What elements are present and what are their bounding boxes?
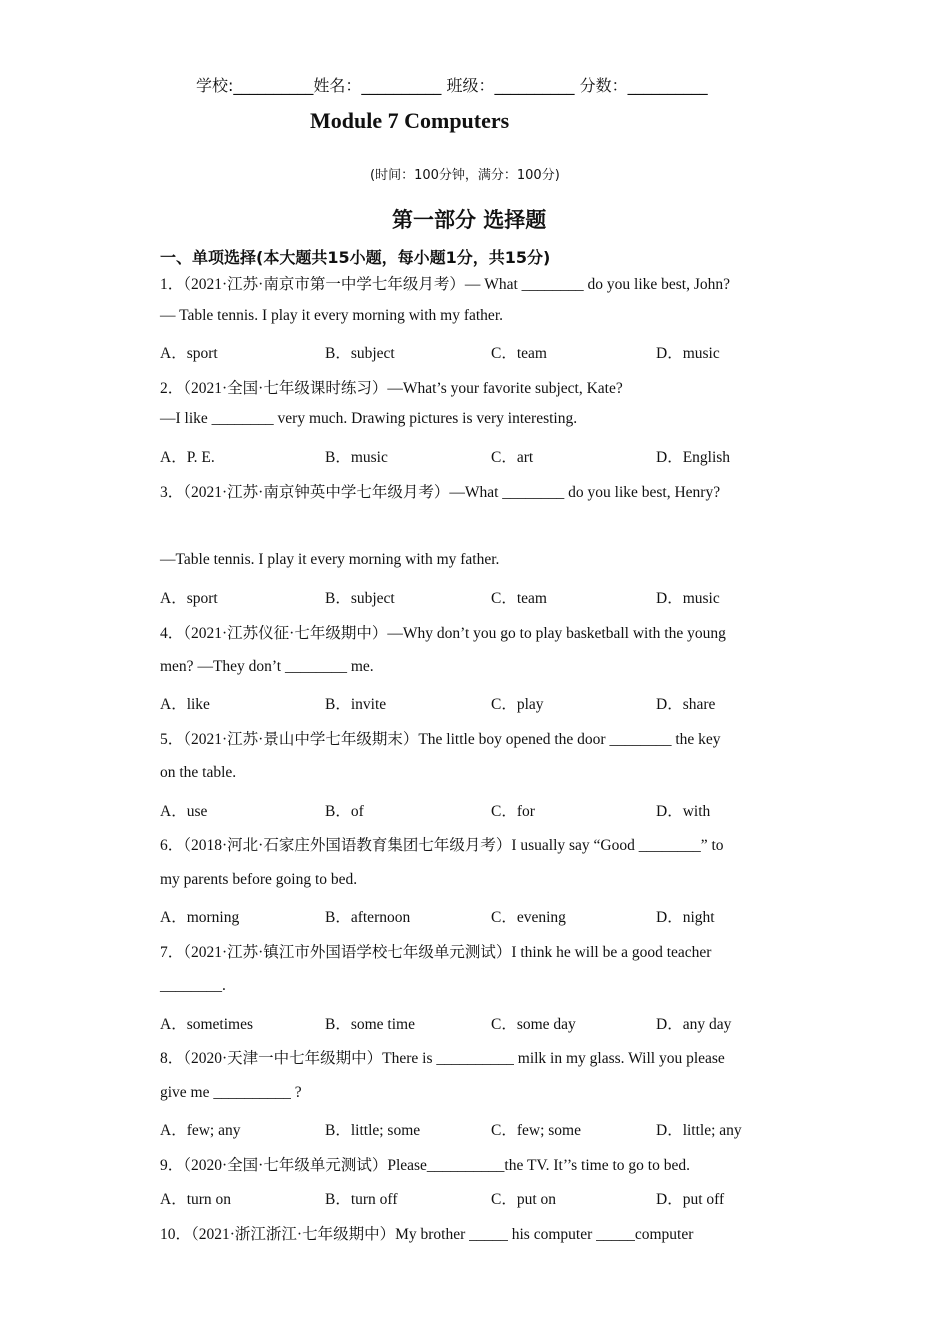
question-4-line-1: 4．（2021·江苏仪征·七年级期中）—Why don’t you go to play basketball with the young <box>160 625 726 642</box>
question-9-option-b: B．turn off <box>325 1191 398 1208</box>
question-6-option-d: D．night <box>656 909 715 926</box>
question-3-line-1: 3．（2021·江苏·南京钟英中学七年级月考）—What ________ do you like best, Henry? <box>160 484 721 501</box>
exam-meta: (时间：100分钟，满分：100分) <box>370 168 560 183</box>
question-7-option-c: C．some day <box>491 1016 576 1033</box>
question-8-option-a: A．few; any <box>160 1122 241 1139</box>
school-field: 学校:__________ <box>196 76 314 95</box>
question-1-option-b: B．subject <box>325 345 395 362</box>
question-6-option-b: B．afternoon <box>325 909 411 926</box>
question-1-line-2: — Table tennis. I play it every morning with my father. <box>160 307 503 324</box>
question-4-option-c: C．play <box>491 696 544 713</box>
page-title: Module 7 Computers <box>310 108 510 133</box>
question-2-line-2: —I like ________ very much. Drawing pictures is very interesting. <box>160 410 578 427</box>
question-5-line-1: 5．（2021·江苏·景山中学七年级期末）The little boy opened the door ________ the key <box>160 731 721 748</box>
question-2-option-b: B．music <box>325 449 388 466</box>
question-5-option-b: B．of <box>325 803 364 820</box>
part-title: 第一部分 选择题 <box>392 208 547 232</box>
question-2-option-a: A．P. E. <box>160 449 215 466</box>
question-6-line-1: 6．（2018·河北·石家庄外国语教育集团七年级月考）I usually say “Good ________” to <box>160 837 724 854</box>
question-6-option-a: A．morning <box>160 909 240 926</box>
question-7-option-a: A．sometimes <box>160 1016 253 1033</box>
question-8-option-c: C．few; some <box>491 1122 581 1139</box>
question-4-option-a: A．like <box>160 696 210 713</box>
question-7-line-2: ________. <box>160 977 226 994</box>
header-info <box>196 73 708 96</box>
question-7-option-b: B．some time <box>325 1016 415 1033</box>
question-8-line-2: give me __________ ? <box>160 1084 302 1101</box>
question-5-option-a: A．use <box>160 803 208 820</box>
section-title: 一、单项选择(本大题共15小题，每小题1分，共15分) <box>160 248 551 267</box>
question-7-option-d: D．any day <box>656 1016 732 1033</box>
question-2-option-d: D．English <box>656 449 731 466</box>
question-8-option-b: B．little; some <box>325 1122 421 1139</box>
score-field: 分数：__________ <box>579 76 708 95</box>
question-5-option-d: D．with <box>656 803 711 820</box>
question-9-option-a: A．turn on <box>160 1191 232 1208</box>
question-8-option-d: D．little; any <box>656 1122 742 1139</box>
question-1-option-d: D．music <box>656 345 720 362</box>
question-2-line-1: 2．（2021·全国·七年级课时练习）—What’s your favorite subject, Kate? <box>160 380 623 397</box>
question-3-option-a: A．sport <box>160 590 218 607</box>
question-7-line-1: 7．（2021·江苏·镇江市外国语学校七年级单元测试）I think he will be a good teacher <box>160 944 712 961</box>
name-field: 姓名：__________ <box>313 76 442 95</box>
question-1-line-1: 1．（2021·江苏·南京市第一中学七年级月考）— What ________ do you like best, John? <box>160 276 731 293</box>
question-9-option-c: C．put on <box>491 1191 557 1208</box>
question-1-option-c: C．team <box>491 345 547 362</box>
class-field: 班级：__________ <box>446 76 575 95</box>
question-3-option-c: C．team <box>491 590 547 607</box>
question-9-line-1: 9．（2020·全国·七年级单元测试）Please__________the TV. It’’s time to go to bed. <box>160 1157 690 1174</box>
question-6-option-c: C．evening <box>491 909 566 926</box>
question-3-option-b: B．subject <box>325 590 395 607</box>
question-1-option-a: A．sport <box>160 345 218 362</box>
question-9-option-d: D．put off <box>656 1191 725 1208</box>
question-8-line-1: 8．（2020·天津一中七年级期中）There is __________ milk in my glass. Will you please <box>160 1050 725 1067</box>
question-6-line-2: my parents before going to bed. <box>160 871 358 888</box>
question-4-option-b: B．invite <box>325 696 387 713</box>
question-5-line-2: on the table. <box>160 764 237 781</box>
question-3-option-d: D．music <box>656 590 720 607</box>
question-2-option-c: C．art <box>491 449 534 466</box>
question-5-option-c: C．for <box>491 803 535 820</box>
question-3-line-2: —Table tennis. I play it every morning with my father. <box>160 551 500 568</box>
question-4-option-d: D．share <box>656 696 716 713</box>
question-4-line-2: men? —They don’t ________ me. <box>160 658 374 675</box>
question-10-line-1: 10．（2021·浙江浙江·七年级期中）My brother _____ his computer _____computer <box>160 1226 694 1243</box>
